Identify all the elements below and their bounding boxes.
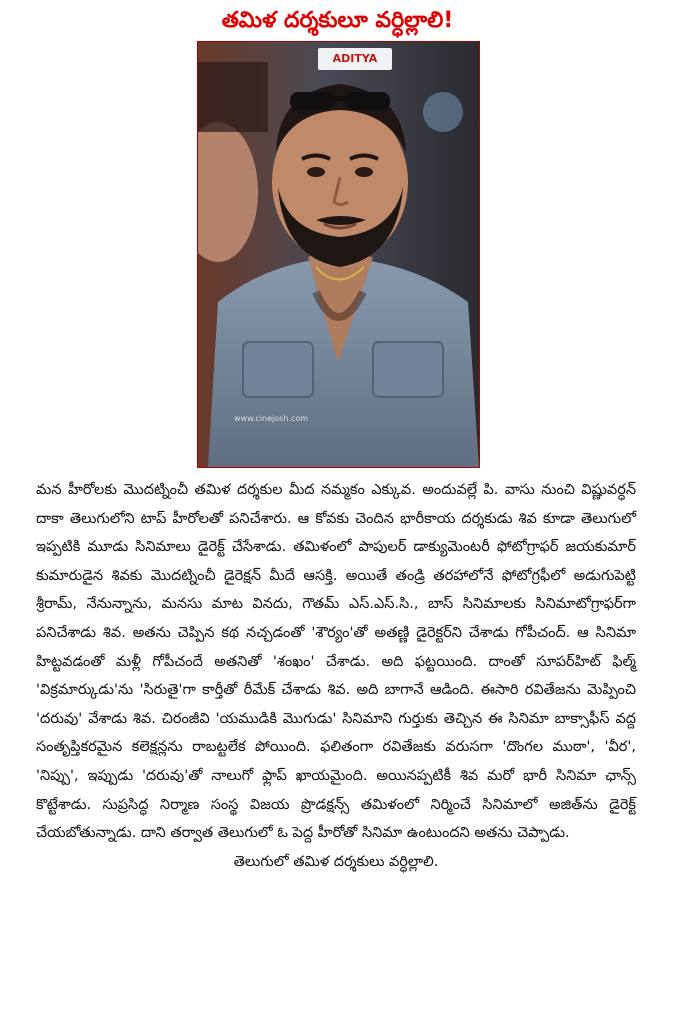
- article-body: [36, 476, 636, 876]
- photo-credit: www.cinejosh.com: [234, 414, 309, 423]
- article-closing-line: తెలుగులో తమిళ దర్శకులు వర్ధిల్లాలి.: [233, 853, 439, 870]
- photo-logo: ADITYA: [318, 48, 392, 70]
- article-photo: [197, 41, 480, 468]
- photo-illustration: [198, 42, 479, 467]
- article-paragraph: మన హీరోలకు మొదట్నించీ తమిళ దర్శకుల మీద నమ్మకం ఎక్కువ. అందువల్లే పి. వాసు నుంచి విష్ణువర్ధన్ దాకా తెలుగులోని టాప్ హీరోలతో పనిచేశారు. ఆ కోవకు చెందిన భారీకాయ దర్శకుడు శివ కూడా తెలుగులో ఇప్పటికి మూడు సినిమాలు డైరెక్ట్ చేసేశాడు. తమిళంలో పాపులర్ డాక్యుమెంటరీ ఫోటోగ్రాఫర్ జయకుమార్ కుమారుడైన శివకు మొదట్నించీ డైరెక్షన్ మీదే ఆసక్తి. అయితే తండ్రి తరహాలోనే ఫోటోగ్రఫీలో అడుగుపెట్టి శ్రీరామ్, నేనున్నాను, మనసు మాట వినదు, గౌతమ్ ఎస్.ఎస్.సి., బాస్ సినిమాలకు సినిమాటోగ్రాఫర్‌గా పనిచేశాడు శివ. అతను చెప్పిన కథ నచ్చడంతో 'శౌర్యం'తో అతణ్ణి డైరెక్టర్‌ని చేశాడు గోపీచంద్. ఆ సినిమా హిట్టవడంతో మళ్లీ గోపీచందే అతనితో 'శంఖం' చేశాడు. అది ఫట్టయింది. దాంతో సూపర్‌హిట్ ఫిల్మ్ 'విక్రమార్కుడు'ను 'సిరుతై'గా కార్తీతో రీమేక్ చేశాడు శివ. అది బాగానే ఆడింది. ఈసారి రవితేజను మెప్పించి 'దరువు' వేశాడు శివ. చిరంజీవి 'యముడికి మొగుడు' సినిమాని గుర్తుకు తెచ్చిన ఈ సినిమా బాక్సాఫీస్ వద్ద సంతృప్తికరమైన కలెక్షన్లను రాబట్టలేక పోయింది. ఫలితంగా రవితేజకు వరుసగా 'దొంగల ముఠా', 'వీర', 'నిప్పు', ఇప్పుడు 'దరువు'తో నాలుగో ఫ్లాప్ ఖాయమైంది. అయినప్పటికీ శివ మరో భారీ సినిమా ఛాన్స్ కొట్టేశాడు. సుప్రసిద్ధ నిర్మాణ సంస్థ విజయ ప్రొడక్షన్స్ తమిళంలో నిర్మించే సినిమాలో అజిత్‌ను డైరెక్ట్ చేయబోతున్నాడు. దాని తర్వాత తెలుగులో ఓ పెద్ద హీరోతో సినిమా ఉంటుందని అతను చెప్పాడు.: [36, 482, 636, 842]
- article-headline: తమిళ దర్శకులూ వర్ధిల్లాలి!: [221, 8, 454, 33]
